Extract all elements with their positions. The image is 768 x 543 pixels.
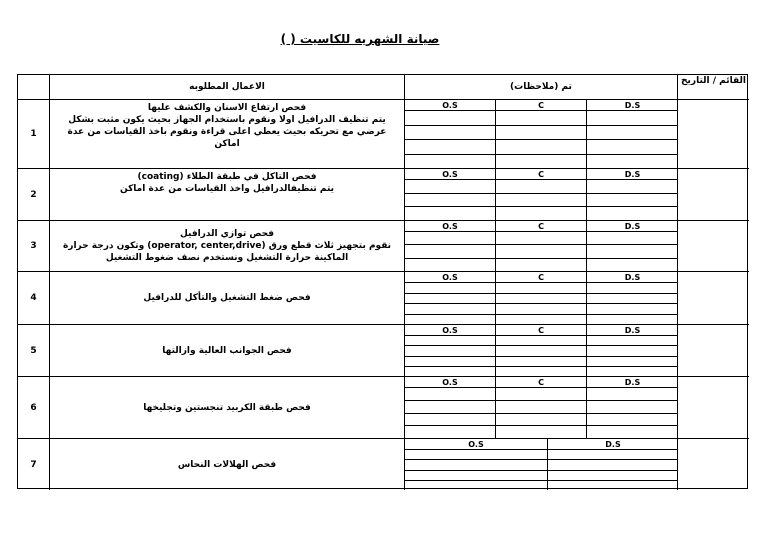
task-heading: فحص الجوانب العالية وازالتها (162, 345, 292, 356)
entry-cell[interactable] (587, 232, 678, 245)
column-label: C (496, 377, 586, 388)
measurement-grid (405, 221, 678, 271)
entry-cell[interactable] (496, 336, 586, 346)
column-label: O.S (405, 325, 495, 336)
row-task (50, 272, 405, 324)
column-label: O.S (405, 439, 547, 450)
entry-cell[interactable] (587, 245, 678, 258)
entry-cell[interactable] (496, 388, 586, 401)
entry-cell[interactable] (496, 304, 586, 315)
entry-cell[interactable] (496, 207, 586, 220)
entry-cell[interactable] (405, 207, 495, 220)
entry-cell[interactable] (587, 315, 678, 325)
row-number: 5 (18, 325, 50, 376)
entry-cell[interactable] (496, 367, 586, 376)
row-task (50, 439, 405, 490)
table-row (18, 377, 749, 439)
measurement-grid (405, 325, 678, 376)
entry-cell[interactable] (587, 426, 678, 438)
entry-cell[interactable] (496, 346, 586, 356)
signature-cell[interactable] (678, 272, 749, 324)
task-heading: فحص التاكل في طبقة الطلاء (coating) (137, 172, 317, 182)
signature-cell[interactable] (678, 439, 749, 490)
entry-cell[interactable] (405, 283, 495, 294)
entry-cell[interactable] (496, 245, 586, 258)
entry-cell[interactable] (496, 357, 586, 367)
column-label: O.S (405, 272, 495, 283)
entry-cell[interactable] (587, 346, 678, 356)
header-work-required: الاعمال المطلوبه (50, 75, 405, 100)
entry-cell[interactable] (405, 245, 495, 258)
header-number (18, 75, 50, 100)
task-heading: فحص طبقة الكربيد تنجستين وتجليخها (143, 402, 311, 413)
entry-cell[interactable] (587, 294, 678, 305)
entry-cell[interactable] (405, 180, 495, 194)
entry-cell[interactable] (548, 460, 678, 470)
row-task (50, 221, 405, 271)
column-label: C (496, 221, 586, 232)
column-label: O.S (405, 377, 495, 388)
column-label: C (496, 169, 586, 180)
signature-cell[interactable] (678, 221, 749, 271)
entry-cell[interactable] (496, 414, 586, 427)
entry-cell[interactable] (405, 357, 495, 367)
entry-cell[interactable] (405, 346, 495, 356)
column-label: D.S (548, 439, 678, 450)
measurement-grid (405, 169, 678, 220)
column-label: D.S (587, 221, 678, 232)
row-number: 4 (18, 272, 50, 324)
column-label: O.S (405, 221, 495, 232)
maintenance-table (17, 74, 748, 489)
entry-cell[interactable] (405, 304, 495, 315)
entry-cell[interactable] (405, 315, 495, 325)
row-task (50, 377, 405, 438)
signature-cell[interactable] (678, 169, 749, 220)
entry-cell[interactable] (496, 194, 586, 208)
entry-cell[interactable] (405, 460, 547, 470)
entry-cell[interactable] (405, 194, 495, 208)
entry-cell[interactable] (587, 140, 678, 155)
column-label: D.S (587, 169, 678, 180)
entry-cell[interactable] (405, 388, 495, 401)
task-heading: فحص ارتفاع الاسنان والكشف عليها (147, 103, 307, 113)
row-number: 1 (18, 100, 50, 168)
header-responsible-date: القائم / التاريخ (678, 75, 749, 100)
entry-cell[interactable] (496, 140, 586, 155)
row-task (50, 169, 405, 220)
entry-cell[interactable] (587, 111, 678, 126)
entry-cell[interactable] (496, 180, 586, 194)
column-label: D.S (587, 100, 678, 111)
entry-cell[interactable] (405, 336, 495, 346)
row-number: 6 (18, 377, 50, 438)
entry-cell[interactable] (548, 471, 678, 481)
entry-cell[interactable] (405, 155, 495, 169)
entry-cell[interactable] (587, 207, 678, 220)
row-task (50, 100, 405, 168)
table-row (18, 169, 749, 221)
entry-cell[interactable] (405, 471, 547, 481)
table-row (18, 221, 749, 272)
task-detail: يتم تنظيف الدرافيل اولا ونقوم باستخدام الجهاز بحيث يكون مثبت بشكل عرضي مع تحريكه بحيث يعطي اعلى قراءة ونقوم باخذ القياسات من عدة اماكن (67, 115, 387, 149)
entry-cell[interactable] (405, 111, 495, 126)
row-number: 3 (18, 221, 50, 271)
task-heading: فحص ضغط التشغيل والتأكل للدرافيل (143, 293, 311, 303)
entry-cell[interactable] (405, 126, 495, 141)
entry-cell[interactable] (405, 232, 495, 245)
column-label: D.S (587, 325, 678, 336)
entry-cell[interactable] (405, 294, 495, 305)
entry-cell[interactable] (548, 481, 678, 490)
signature-cell[interactable] (678, 100, 749, 168)
entry-cell[interactable] (496, 126, 586, 141)
entry-cell[interactable] (587, 304, 678, 315)
entry-cell[interactable] (405, 481, 547, 490)
entry-cell[interactable] (496, 401, 586, 414)
column-label: D.S (587, 377, 678, 388)
header-done-notes: تم (ملاحظات) (405, 75, 678, 100)
column-label: C (496, 272, 586, 283)
task-heading: فحص توازي الدرافيل (180, 229, 274, 239)
entry-cell[interactable] (405, 367, 495, 376)
column-label: C (496, 100, 586, 111)
measurement-grid (405, 272, 678, 324)
task-heading: فحص الهلالات النحاس (177, 459, 277, 470)
entry-cell[interactable] (587, 336, 678, 346)
table-row (18, 325, 749, 377)
entry-cell[interactable] (548, 450, 678, 460)
entry-cell[interactable] (496, 294, 586, 305)
entry-cell[interactable] (587, 155, 678, 169)
row-task (50, 325, 405, 376)
measurement-grid (405, 439, 678, 490)
entry-cell[interactable] (496, 283, 586, 294)
entry-cell[interactable] (587, 401, 678, 414)
entry-cell[interactable] (587, 367, 678, 376)
entry-cell[interactable] (496, 259, 586, 271)
entry-cell[interactable] (587, 259, 678, 271)
column-label: O.S (405, 100, 495, 111)
entry-cell[interactable] (587, 388, 678, 401)
column-label: C (496, 325, 586, 336)
entry-cell[interactable] (405, 414, 495, 427)
row-number: 2 (18, 169, 50, 220)
column-label: O.S (405, 169, 495, 180)
table-row (18, 272, 749, 325)
column-label: D.S (587, 272, 678, 283)
entry-cell[interactable] (587, 126, 678, 141)
measurement-grid (405, 100, 678, 168)
table-row (18, 100, 749, 169)
row-number: 7 (18, 439, 50, 490)
entry-cell[interactable] (405, 450, 547, 460)
task-detail: يتم تنظيفالدرافيل واخذ القياسات من عدة اماكن (119, 184, 335, 194)
entry-cell[interactable] (405, 259, 495, 271)
signature-cell[interactable] (678, 325, 749, 376)
signature-cell[interactable] (678, 377, 749, 438)
entry-cell[interactable] (405, 401, 495, 414)
entry-cell[interactable] (496, 315, 586, 325)
table-row (18, 439, 749, 490)
measurement-grid (405, 377, 678, 438)
entry-cell[interactable] (496, 426, 586, 438)
entry-cell[interactable] (496, 155, 586, 169)
task-detail: نقوم بتجهيز ثلاث قطع ورق (operator, center,drive) وتكون درجة حرارة الماكينة حرارة التشغيل ونستخدم نصف ضغوط التشغيل (62, 241, 392, 263)
entry-cell[interactable] (587, 414, 678, 427)
entry-cell[interactable] (405, 140, 495, 155)
entry-cell[interactable] (587, 194, 678, 208)
entry-cell[interactable] (587, 357, 678, 367)
entry-cell[interactable] (587, 180, 678, 194)
entry-cell[interactable] (405, 426, 495, 438)
entry-cell[interactable] (496, 232, 586, 245)
page-title: صيانة الشهريه للكاسيت ( ) (280, 32, 440, 46)
entry-cell[interactable] (587, 283, 678, 294)
entry-cell[interactable] (496, 111, 586, 126)
